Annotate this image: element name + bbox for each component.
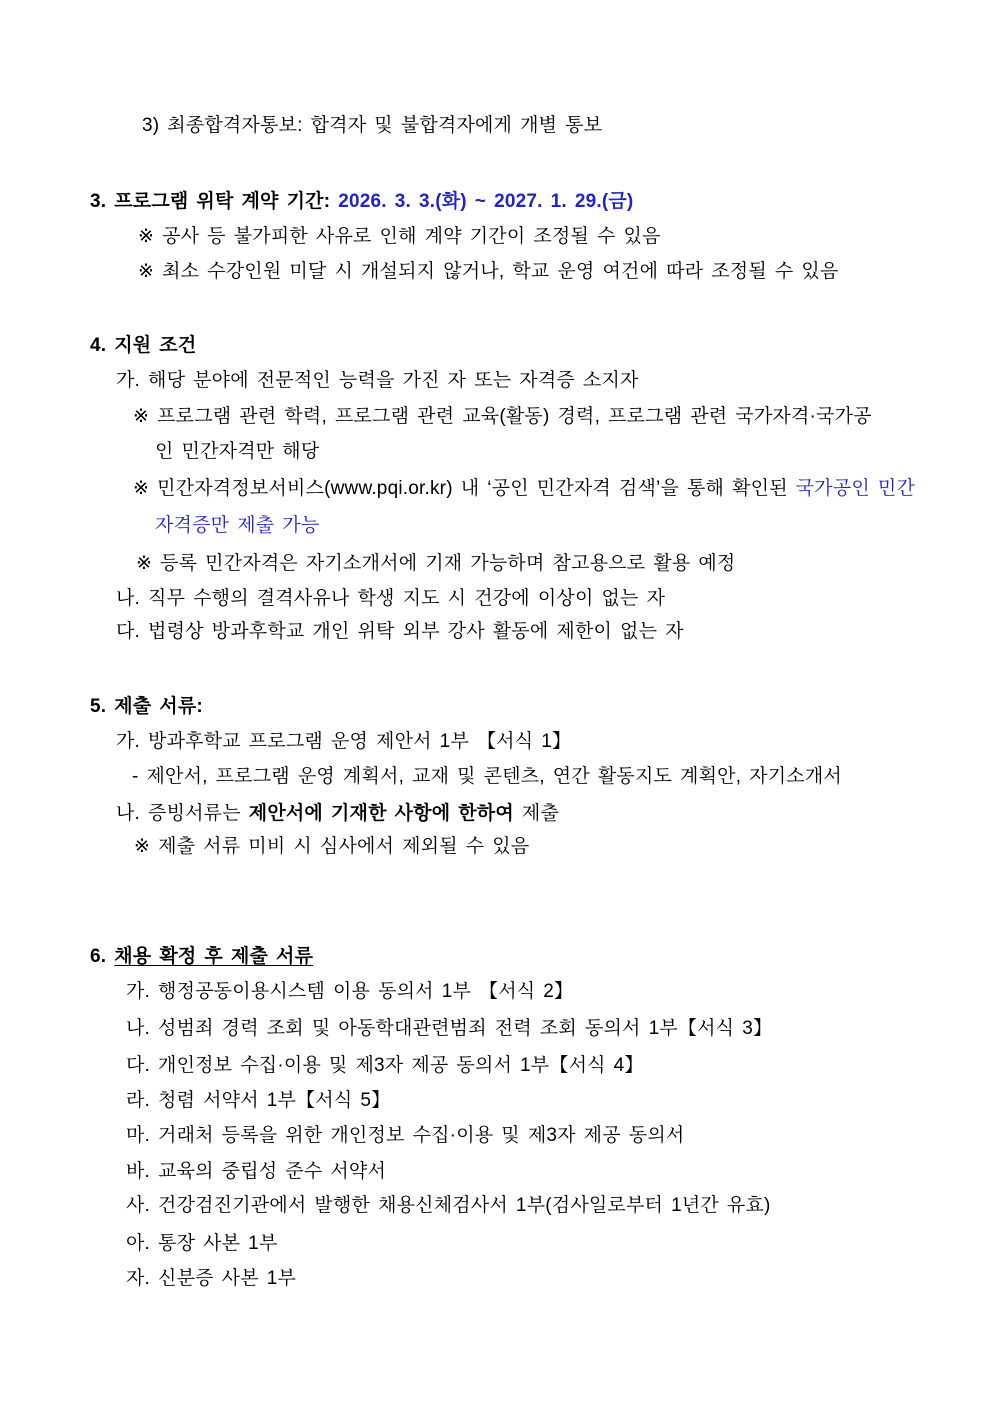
text-segment: 다. 법령상 방과후학교 개인 위탁 외부 강사 활동에 제한이 없는 자 <box>116 621 684 642</box>
text-segment: 나. 증빙서류는 <box>116 803 249 824</box>
text-line-9 <box>133 475 915 502</box>
text-line-19 <box>90 943 313 970</box>
text-segment: ※ 최소 수강인원 미달 시 개설되지 않거나, 학교 운영 여건에 따라 조정될 수 있음 <box>138 261 839 282</box>
text-segment: 3) 최종합격자통보: 합격자 및 불합격자에게 개별 통보 <box>142 115 603 136</box>
section-6-heading: 채용 확정 후 제출 서류 <box>114 946 314 967</box>
text-line-26 <box>126 1192 771 1219</box>
text-line-3 <box>138 223 661 250</box>
text-line-20 <box>126 978 573 1005</box>
text-line-24 <box>126 1122 684 1149</box>
text-line-18 <box>134 833 529 860</box>
text-segment: 사. 건강검진기관에서 발행한 채용신체검사서 1부(검사일로부터 1년간 유효) <box>126 1195 771 1216</box>
contract-period-value: 2026. 3. 3.(화) ~ 2027. 1. 29.(금) <box>338 191 634 212</box>
section-4-heading: 4. 지원 조건 <box>90 335 197 356</box>
text-segment: 나. 직무 수행의 결격사유나 학생 지도 시 건강에 이상이 없는 자 <box>116 588 666 609</box>
text-line-23 <box>126 1087 390 1114</box>
text-line-13 <box>116 618 684 645</box>
highlight-national-private-cert-cont: 자격증만 제출 가능 <box>155 515 320 536</box>
emphasis-limited-to-proposal: 제안서에 기재한 사항에 한하여 <box>248 803 514 824</box>
text-line-17 <box>116 800 559 827</box>
text-segment: 가. 해당 분야에 전문적인 능력을 가진 자 또는 자격증 소지자 <box>116 370 639 391</box>
contract-period-label: 3. 프로그램 위탁 계약 기간: <box>90 191 339 212</box>
text-line-2 <box>90 188 633 215</box>
text-line-12 <box>116 585 665 612</box>
text-segment: ※ 제출 서류 미비 시 심사에서 제외될 수 있음 <box>134 836 530 857</box>
text-segment: 바. 교육의 중립성 준수 서약서 <box>126 1161 387 1182</box>
text-segment: 라. 청렴 서약서 1부【서식 5】 <box>126 1090 391 1111</box>
text-line-15 <box>116 728 571 755</box>
text-line-4 <box>138 258 839 285</box>
text-line-11 <box>136 550 735 577</box>
text-line-10 <box>155 512 319 539</box>
text-segment: ※ 민간자격정보서비스(www.pqi.or.kr) 내 ‘공인 민간자격 검색’을 통해 확인된 <box>133 478 796 499</box>
text-segment: 자. 신분증 사본 1부 <box>126 1268 297 1289</box>
text-line-25 <box>126 1158 386 1185</box>
text-segment: ※ 공사 등 불가피한 사유로 인해 계약 기간이 조정될 수 있음 <box>138 226 661 247</box>
text-line-6 <box>116 367 639 394</box>
text-line-5 <box>90 332 196 359</box>
text-line-8 <box>155 438 319 465</box>
text-line-22 <box>126 1052 644 1079</box>
text-segment: 마. 거래처 등록을 위한 개인정보 수집·이용 및 제3자 제공 동의서 <box>126 1125 685 1146</box>
text-segment: 가. 행정공동이용시스템 이용 동의서 1부 【서식 2】 <box>126 981 574 1002</box>
text-segment: 인 민간자격만 해당 <box>155 441 320 462</box>
text-segment: - 제안서, 프로그램 운영 계획서, 교재 및 콘텐츠, 연간 활동지도 계획안, 자기소개서 <box>132 766 842 787</box>
text-line-1 <box>142 112 602 139</box>
text-segment: 나. 성범죄 경력 조회 및 아동학대관련범죄 전력 조회 동의서 1부【서식 3】 <box>126 1018 773 1039</box>
text-segment: 가. 방과후학교 프로그램 운영 제안서 1부 【서식 1】 <box>116 731 572 752</box>
text-segment: 다. 개인정보 수집·이용 및 제3자 제공 동의서 1부【서식 4】 <box>126 1055 644 1076</box>
text-line-28 <box>126 1265 296 1292</box>
text-segment: 6. <box>90 946 115 967</box>
text-segment: ※ 프로그램 관련 학력, 프로그램 관련 교육(활동) 경력, 프로그램 관련 국가자격·국가공 <box>133 406 872 427</box>
text-line-21 <box>126 1015 772 1042</box>
text-line-14 <box>90 693 203 720</box>
text-line-7 <box>133 403 872 430</box>
text-segment: 아. 통장 사본 1부 <box>126 1233 278 1254</box>
text-segment: ※ 등록 민간자격은 자기소개서에 기재 가능하며 참고용으로 활용 예정 <box>136 553 736 574</box>
text-line-27 <box>126 1230 278 1257</box>
highlight-national-private-cert: 국가공인 민간 <box>795 478 916 499</box>
text-line-16 <box>132 763 842 790</box>
text-segment: 제출 <box>513 803 559 824</box>
section-5-heading: 5. 제출 서류: <box>90 696 203 717</box>
